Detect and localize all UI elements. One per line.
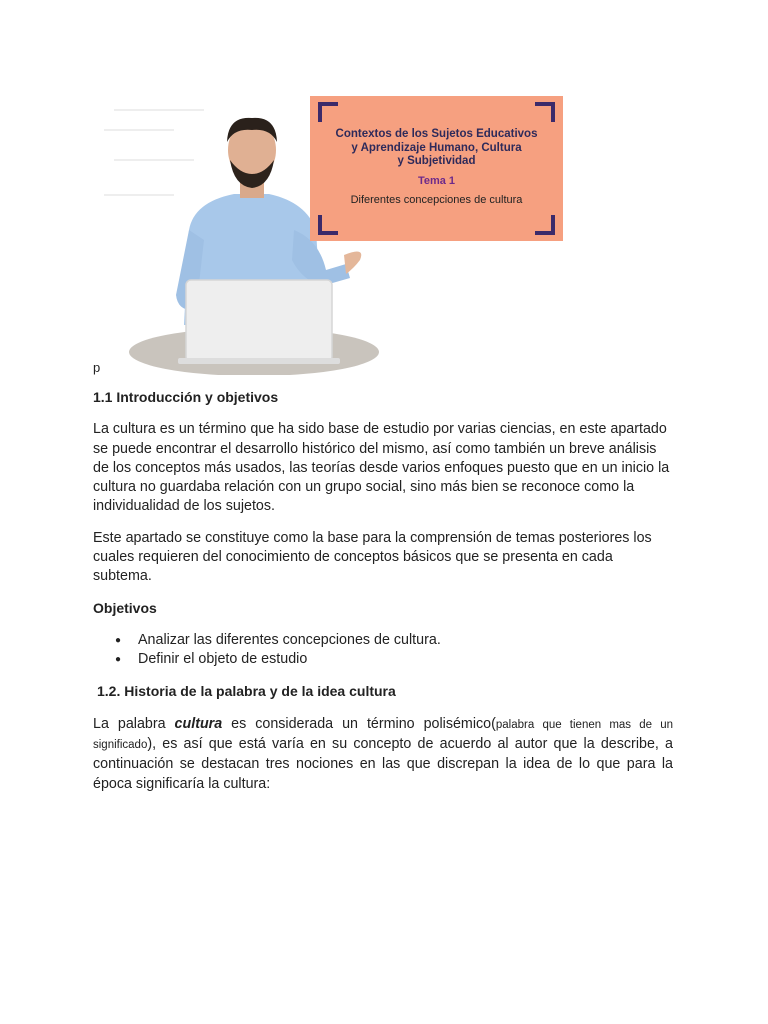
- section-heading: 1.1 Introducción y objetivos: [93, 389, 279, 405]
- objectives-list: [93, 631, 673, 670]
- course-title-card: [310, 96, 563, 241]
- card-title-line: Contextos de los Sujetos Educativos: [335, 128, 538, 140]
- card-subtitle: Diferentes concepciones de cultura: [350, 194, 523, 206]
- emphasized-term: cultura: [174, 715, 223, 732]
- stray-character: p: [93, 360, 101, 375]
- objectives-heading: Objetivos: [93, 599, 157, 616]
- corner-bracket: [535, 215, 555, 235]
- list-item: ● Analizar las diferentes concepciones de cultura.: [138, 631, 673, 650]
- corner-bracket: [535, 102, 555, 122]
- document-body: [93, 388, 673, 794]
- list-item: ● Definir el objeto de estudio: [138, 650, 673, 669]
- card-title-line: y Subjetividad: [397, 155, 476, 167]
- text-run: ), es así que está varía en su concepto de acuerdo al autor que la describe, a continuación se destacan tres nociones en las que discrepan la idea de lo que para la época significaría la cultura:: [93, 736, 673, 792]
- text-run: La palabra: [93, 715, 175, 732]
- intro-paragraph: La cultura es un término que ha sido base de estudio por varias ciencias, en este apartado se puede encontrar el desarrollo histórico del mismo, así como también un breve análisis de los conceptos más usados, las teorías desde varios enfoques puesto que en un inicio la cultura no guardaba relación con un grupo social, sino más bien se reconoce como la individualidad de los sujetos.: [93, 421, 670, 515]
- card-title: [310, 128, 563, 169]
- corner-bracket: [318, 102, 338, 122]
- corner-bracket: [318, 215, 338, 235]
- section-heading: 1.2. Historia de la palabra y de la idea cultura: [97, 682, 396, 699]
- card-title-line: y Aprendizaje Humano, Cultura: [351, 141, 522, 154]
- intro-paragraph: Este apartado se constituye como la base para la comprensión de temas posteriores los cuales requieren del conocimiento de conceptos básicos que se presenta en cada subtema.: [93, 529, 652, 585]
- card-topic-number: Tema 1: [417, 175, 456, 187]
- text-run: es considerada un término polisémico(: [222, 715, 496, 732]
- history-paragraph: [93, 715, 673, 794]
- definition-note: palabra que tienen mas de un significado: [93, 718, 674, 752]
